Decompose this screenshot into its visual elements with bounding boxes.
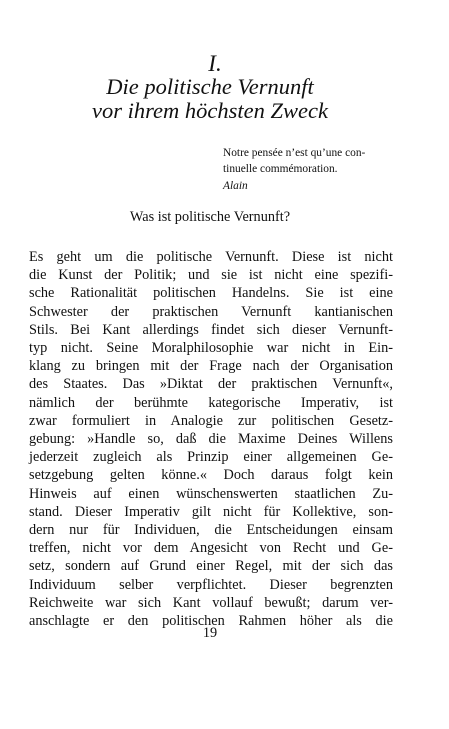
body-line: Schwester der praktischen Vernunft kantianischen bbox=[29, 303, 393, 320]
chapter-title bbox=[0, 75, 420, 123]
body-line: die Kunst der Politik; und sie ist nicht eine spezifi- bbox=[29, 267, 393, 284]
body-line: setzgebung gelten könne.« Doch daraus folgt kein bbox=[29, 467, 393, 484]
body-line: typ nicht. Seine Moralphilosophie war nicht in Ein- bbox=[29, 340, 393, 357]
body-line: des Staates. Das »Diktat der praktischen Vernunft«, bbox=[29, 376, 393, 393]
body-line: gebung: »Handle so, daß die Maxime Deines Willens bbox=[29, 431, 393, 448]
section-heading: Was ist politische Vernunft? bbox=[129, 209, 291, 225]
body-line: setz, sondern auf Grund einer Regel, mit der sich das bbox=[29, 558, 393, 575]
body-line: Individuum selber verpflichtet. Dieser begrenzten bbox=[29, 576, 393, 593]
epigraph-author: Alain bbox=[223, 180, 248, 192]
body-line: Es geht um die politische Vernunft. Diese ist nicht bbox=[29, 249, 393, 265]
chapter-number: I. bbox=[208, 51, 222, 76]
epigraph bbox=[223, 146, 398, 195]
body-line: anschlagte er den politischen Rahmen höher als die bbox=[29, 613, 393, 630]
body-line: sche Rationalität politischen Handelns. Sie ist eine bbox=[29, 285, 393, 302]
body-line: klang zu bringen mit der Frage nach der Organisation bbox=[29, 358, 393, 375]
body-text bbox=[29, 248, 393, 630]
body-line: treffen, nicht vor dem Angesicht von Recht und Ge- bbox=[29, 540, 393, 557]
chapter-title-line: Die politische Vernunft bbox=[106, 74, 314, 99]
chapter-title-line: vor ihrem höchsten Zweck bbox=[92, 98, 328, 123]
page-number: 19 bbox=[202, 625, 218, 641]
epigraph-line: tinuelle commémoration. bbox=[223, 162, 338, 175]
body-line: jederzeit zugleich als Prinzip einer allgemeinen Ge- bbox=[29, 449, 393, 466]
body-line: Stils. Bei Kant allerdings findet sich dieser Vernunft- bbox=[29, 321, 393, 338]
body-line: stand. Dieser Imperativ gilt nicht für Kollektive, son- bbox=[29, 503, 393, 520]
body-line: zwar formuliert in Analogie zur politischen Gesetz- bbox=[29, 412, 393, 429]
body-line: dern nur für Individuen, die Entscheidungen einsam bbox=[29, 522, 393, 539]
epigraph-line: Notre pensée n’est qu’une con- bbox=[223, 147, 366, 159]
body-line: Reichweite war sich Kant vollauf bewußt; darum ver- bbox=[29, 594, 393, 611]
body-line: Hinweis auf einen wünschenswerten staatlichen Zu- bbox=[29, 485, 393, 502]
body-line: nämlich der berühmte kategorische Imperativ, ist bbox=[29, 394, 393, 411]
